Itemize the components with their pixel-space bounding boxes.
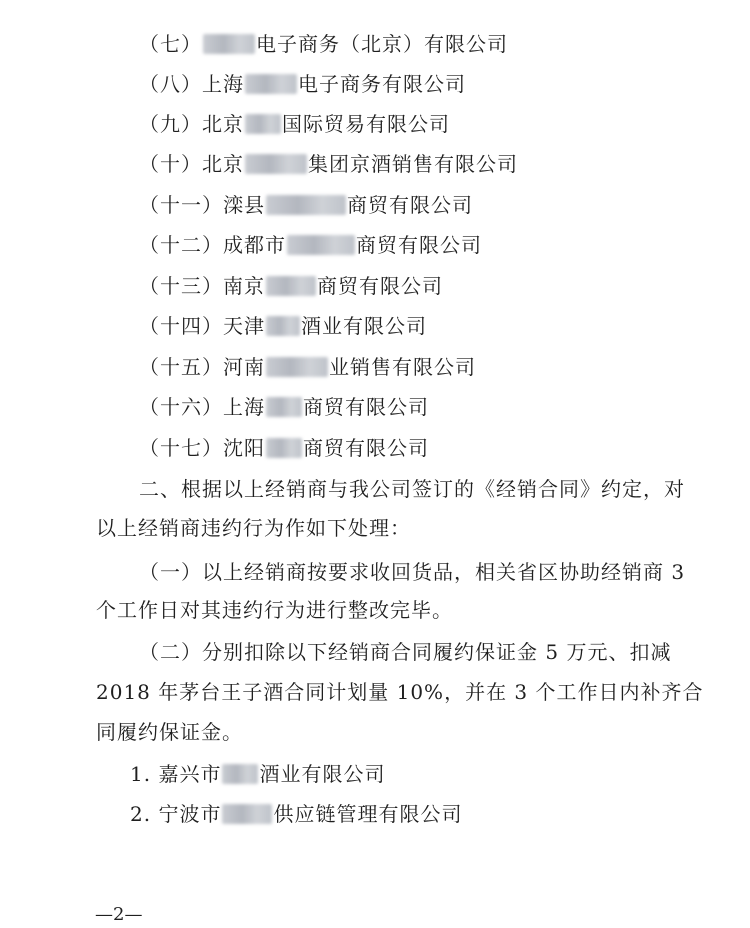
item-text: 商贸有限公司 bbox=[347, 193, 473, 217]
item-number: （九） bbox=[139, 112, 202, 136]
item-text: 南京 bbox=[223, 274, 265, 298]
item-number: （十四） bbox=[139, 314, 223, 338]
item-text: 集团京酒销售有限公司 bbox=[308, 152, 518, 176]
redaction-mark bbox=[222, 804, 272, 824]
item-text: 河南 bbox=[223, 355, 265, 379]
item-text: 酒业有限公司 bbox=[259, 762, 386, 786]
redaction-mark bbox=[222, 764, 258, 784]
item-text: 国际贸易有限公司 bbox=[282, 112, 450, 136]
item-text: 北京 bbox=[202, 112, 244, 136]
redaction-mark bbox=[245, 154, 307, 174]
item-text: 上海 bbox=[223, 395, 265, 419]
item-text: 沈阳 bbox=[223, 436, 265, 460]
list-item bbox=[139, 231, 482, 259]
item-number: 2. bbox=[130, 802, 152, 826]
list-item bbox=[139, 393, 429, 421]
item-number: （十七） bbox=[139, 436, 223, 460]
item-text: 北京 bbox=[202, 152, 244, 176]
item-text: 业销售有限公司 bbox=[329, 355, 476, 379]
sub-item-2-line: 同履约保证金。 bbox=[96, 720, 243, 744]
redaction-mark bbox=[245, 114, 281, 134]
list-item bbox=[139, 150, 518, 178]
item-text: 天津 bbox=[223, 314, 265, 338]
section-2-paragraph-line: 二、根据以上经销商与我公司签订的《经销合同》约定，对 bbox=[139, 477, 685, 501]
item-text: 商贸有限公司 bbox=[303, 395, 429, 419]
redaction-mark bbox=[266, 397, 302, 417]
item-number: （十三） bbox=[139, 274, 223, 298]
item-text: 嘉兴市 bbox=[158, 762, 222, 786]
item-text: 宁波市 bbox=[158, 802, 222, 826]
list-item bbox=[139, 70, 466, 98]
sub-item-1-line: （一）以上经销商按要求收回货品，相关省区协助经销商 3 bbox=[139, 560, 686, 584]
redaction-mark bbox=[245, 74, 297, 94]
item-number: 1. bbox=[130, 762, 152, 786]
sub-item-1-line: 个工作日对其违约行为进行整改完毕。 bbox=[96, 598, 453, 622]
section-2-paragraph-line: 以上经销商违约行为作如下处理： bbox=[96, 516, 411, 540]
item-text: 商贸有限公司 bbox=[317, 274, 443, 298]
item-text: 滦县 bbox=[223, 193, 265, 217]
numbered-item bbox=[130, 760, 385, 788]
item-number: （十二） bbox=[139, 233, 223, 257]
redaction-mark bbox=[266, 357, 328, 377]
sub-item-2-line: （二）分别扣除以下经销商合同履约保证金 5 万元、扣减 bbox=[139, 640, 672, 664]
item-text: 上海 bbox=[202, 72, 244, 96]
item-number: （七） bbox=[139, 32, 202, 56]
item-text: 商贸有限公司 bbox=[356, 233, 482, 257]
item-number: （八） bbox=[139, 72, 202, 96]
list-item bbox=[139, 353, 476, 381]
list-item bbox=[139, 30, 508, 58]
item-text: 供应链管理有限公司 bbox=[273, 802, 463, 826]
redaction-mark bbox=[287, 235, 355, 255]
item-text: 商贸有限公司 bbox=[303, 436, 429, 460]
item-number: （十） bbox=[139, 152, 202, 176]
redaction-mark bbox=[266, 316, 300, 336]
item-text: 电子商务（北京）有限公司 bbox=[256, 32, 508, 56]
list-item bbox=[139, 272, 443, 300]
sub-item-2-line: 2018 年茅台王子酒合同计划量 10%，并在 3 个工作日内补齐合 bbox=[96, 680, 704, 704]
list-item bbox=[139, 312, 427, 340]
page-number: —2— bbox=[95, 904, 143, 925]
item-number: （十六） bbox=[139, 395, 223, 419]
list-item bbox=[139, 110, 450, 138]
redaction-mark bbox=[266, 438, 302, 458]
redaction-mark bbox=[203, 34, 255, 54]
item-number: （十一） bbox=[139, 193, 223, 217]
item-number: （十五） bbox=[139, 355, 223, 379]
redaction-mark bbox=[266, 276, 316, 296]
item-text: 酒业有限公司 bbox=[301, 314, 427, 338]
list-item bbox=[139, 191, 473, 219]
item-text: 电子商务有限公司 bbox=[298, 72, 466, 96]
item-text: 成都市 bbox=[223, 233, 286, 257]
list-item bbox=[139, 434, 429, 462]
redaction-mark bbox=[266, 195, 346, 215]
numbered-item bbox=[130, 800, 462, 828]
